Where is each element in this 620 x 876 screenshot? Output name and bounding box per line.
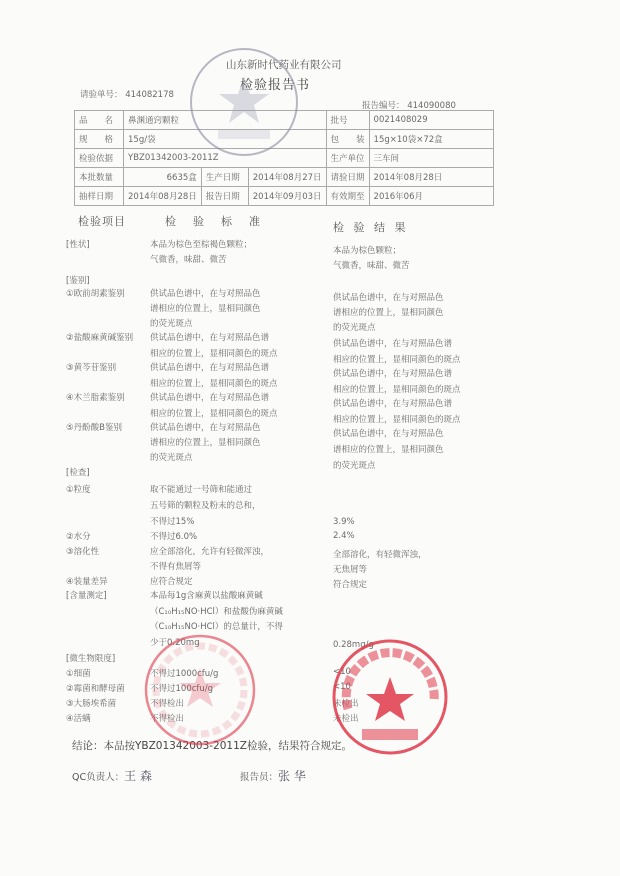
column-standard: 检 验 标 准 [165, 215, 263, 228]
standard-text: 供试品色谱中，在与对照品色谱 [150, 393, 270, 403]
label: 本批数量 [75, 168, 124, 187]
request-number-label: 请验单号： [80, 90, 123, 100]
item-label: ④活螨 [66, 714, 91, 724]
label: 生产日期 [201, 168, 248, 187]
standard-text: 气微香，味甜、微苦 [150, 255, 227, 265]
standard-text: 本品为棕色至棕褐色颗粒； [150, 240, 253, 250]
standard-text: 供试品色谱中，在与对照品色 [150, 289, 261, 299]
column-item: 检验项目 [78, 215, 126, 228]
standard-text: （C₁₀H₁₅NO·HCl）和盐酸伪麻黄碱 [150, 607, 283, 617]
result-text: 供试品色谱中，在与对照品色 [333, 293, 444, 303]
packaging: 15g×10袋×72盒 [369, 130, 493, 149]
report-number-label: 报告编号： [362, 101, 405, 111]
item-label: ③黄芩苷鉴别 [66, 363, 117, 373]
result-text: 3.9% [333, 517, 355, 527]
standard-text: 不得检出 [150, 714, 185, 724]
standard-text: 供试品色谱中，在与对照品色谱 [150, 333, 270, 343]
info-table [74, 110, 494, 206]
reporter-name: 张 华 [278, 769, 306, 783]
result-text: 相应的位置上，显相同颜色的斑点 [333, 355, 461, 365]
report-title: 检验报告书 [240, 78, 311, 93]
conclusion: 结论：本品按YBZ01342003-2011Z检验，结果符合规定。 [72, 740, 352, 752]
standard-text: 谱相应的位置上，显相同颜色 [150, 304, 261, 314]
result-text: 供试品色谱中，在与对照品色 [333, 429, 444, 439]
standard-text: 不得有焦屑等 [150, 562, 202, 572]
item-label: ④木兰脂素鉴别 [66, 393, 125, 403]
standard-text: 的荧光斑点 [150, 453, 193, 463]
standard-text: 相应的位置上，显相同颜色的斑点 [150, 409, 278, 419]
result-text: 2.4% [333, 531, 355, 541]
quantity: 6635盒 [124, 168, 202, 187]
standard-text: 不得过15% [150, 517, 195, 527]
item-label: ⑤丹酚酸B鉴别 [66, 423, 122, 433]
result-text: 的荧光斑点 [333, 461, 376, 471]
item-label: ①粒度 [66, 485, 91, 495]
label: 抽样日期 [75, 187, 124, 206]
standard-text: 不得检出 [150, 699, 185, 709]
result-text: 谱相应的位置上，显相同颜色 [333, 308, 444, 318]
item-label: ①欧前胡素鉴别 [66, 289, 125, 299]
production-date: 2014年08月27日 [248, 168, 326, 187]
report-date: 2014年09月03日 [248, 187, 326, 206]
item-label: ③溶化性 [66, 547, 100, 557]
result-text: 未检出 [333, 714, 359, 724]
expiry-date: 2016年06月 [369, 187, 493, 206]
item-label: [含量测定] [66, 591, 107, 601]
column-result: 检 验 结 果 [333, 221, 409, 234]
basis: YBZ01342003-2011Z [124, 149, 327, 168]
item-label: ③大肠埃希菌 [66, 699, 117, 709]
result-text: <10 [333, 682, 351, 692]
standard-text: 应全部溶化，允许有轻微浑浊， [150, 547, 270, 557]
report-number-value: 414090080 [407, 101, 456, 111]
standard-text: 不得过1000cfu/g [150, 669, 219, 679]
item-label: [性状] [66, 240, 90, 250]
result-text: 符合规定 [333, 580, 368, 590]
result-text: <10 [333, 667, 351, 677]
result-text: 气微香，味甜、微苦 [333, 261, 410, 271]
batch-number: 0021408029 [369, 111, 493, 130]
standard-text: 相应的位置上，显相同颜色的斑点 [150, 379, 278, 389]
reporter-label: 报告员： [240, 772, 279, 783]
label: 品 名 [75, 111, 124, 130]
result-text: 相应的位置上，显相同颜色的斑点 [333, 415, 461, 425]
qc-label: QC负责人： [72, 772, 125, 783]
result-text: 未检出 [333, 699, 359, 709]
result-text: 本品为棕色颗粒； [333, 246, 402, 256]
standard-text: 少于0.20mg [150, 638, 200, 648]
standard-text: 供试品色谱中，在与对照品色 [150, 423, 261, 433]
label: 请验日期 [326, 168, 369, 187]
item-label: ①细菌 [66, 669, 91, 679]
standard-text: 的荧光斑点 [150, 319, 193, 329]
spec: 15g/袋 [124, 130, 327, 149]
product-name: 鼻渊通窍颗粒 [124, 111, 327, 130]
standard-text: 供试品色谱中，在与对照品色谱 [150, 363, 270, 373]
label: 批号 [326, 111, 369, 130]
sample-date: 2014年08月28日 [124, 187, 202, 206]
item-label: ②水分 [66, 532, 91, 542]
label: 有效期至 [326, 187, 369, 206]
standard-text: 相应的位置上，显相同颜色的斑点 [150, 349, 278, 359]
label: 报告日期 [201, 187, 248, 206]
result-text: 0.28mg/g [333, 640, 374, 650]
standard-text: （C₁₀H₁₅NO·HCl）的总量计，不得 [150, 622, 283, 632]
standard-text: 取不能通过一号筛和能通过 [150, 485, 253, 495]
request-date: 2014年08月28日 [369, 168, 493, 187]
company-name: 山东新时代药业有限公司 [226, 59, 342, 71]
result-text: 的荧光斑点 [333, 323, 376, 333]
result-text: 无焦屑等 [333, 565, 368, 575]
standard-text: 本品每1g含麻黄以盐酸麻黄碱 [150, 591, 263, 601]
result-text: 谱相应的位置上，显相同颜色 [333, 445, 444, 455]
request-number-value: 414082178 [125, 90, 174, 100]
result-text: 全部溶化，有轻微浑浊， [333, 550, 427, 560]
standard-text: 谱相应的位置上，显相同颜色 [150, 438, 261, 448]
standard-text: 不得过6.0% [150, 532, 198, 542]
label: 规 格 [75, 130, 124, 149]
result-text: 供试品色谱中，在与对照品色谱 [333, 369, 453, 379]
standard-text: 应符合规定 [150, 577, 193, 587]
production-unit: 三车间 [369, 149, 493, 168]
item-label: ④装量差异 [66, 577, 108, 587]
item-label: [检查] [66, 468, 90, 478]
item-label: ②盐酸麻黄碱鉴别 [66, 333, 134, 343]
result-text: 供试品色谱中，在与对照品色谱 [333, 399, 453, 409]
label: 生产单位 [326, 149, 369, 168]
result-text: 相应的位置上，显相同颜色的斑点 [333, 385, 461, 395]
item-label: ②霉菌和酵母菌 [66, 684, 125, 694]
qc-name: 王 森 [124, 769, 152, 783]
item-label: [微生物限度] [66, 654, 116, 664]
label: 检验依据 [75, 149, 124, 168]
item-label: [鉴别] [66, 276, 90, 286]
reporter-signature [240, 767, 306, 784]
qc-signature [72, 767, 152, 784]
label: 包 装 [326, 130, 369, 149]
standard-text: 不得过100cfu/g [150, 684, 214, 694]
standard-text: 五号筛的颗粒及粉末的总和， [150, 501, 261, 511]
request-number [80, 88, 174, 100]
result-text: 供试品色谱中，在与对照品色谱 [333, 339, 453, 349]
